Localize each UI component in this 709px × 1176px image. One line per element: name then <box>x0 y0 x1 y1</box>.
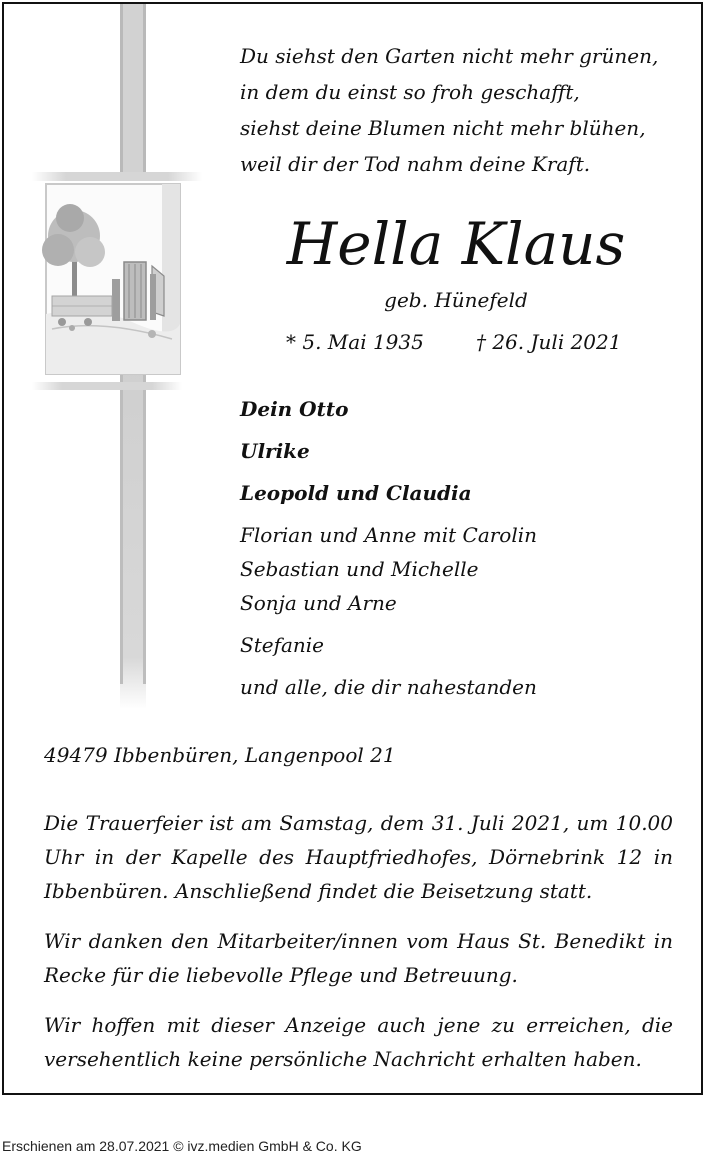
publication-footer: Erschienen am 28.07.2021 © ivz.medien GmbH & Co. KG <box>2 1138 362 1154</box>
poem-line: Du siehst den Garten nicht mehr grünen, <box>240 44 659 68</box>
maiden-name: geb. Hünefeld <box>384 288 528 312</box>
poem-line: siehst deine Blumen nicht mehr blühen, <box>240 116 646 140</box>
mourner: Florian und Anne mit Carolin <box>240 523 538 547</box>
address: 49479 Ibbenbüren, Langenpool 21 <box>44 743 396 767</box>
funeral-info: Die Trauerfeier ist am Samstag, dem 31. Juli 2021, um 10.00 Uhr in der Kapelle des Hauptfriedhofes, Dörnebrink 12 in Ibbenbüren. Anschließend findet die Beisetzung statt. <box>44 811 673 903</box>
garden-gate-illustration <box>32 4 212 709</box>
death-date: † 26. Juli 2021 <box>476 330 622 354</box>
mourner: Sonja und Arne <box>240 591 397 615</box>
memorial-poem <box>240 38 658 182</box>
notice-note: Wir hoffen mit dieser Anzeige auch jene zu erreichen, die versehentlich keine persönliche Nachricht erhalten haben. <box>44 1013 673 1071</box>
mourner-primary: Dein Otto <box>240 397 349 421</box>
deceased-name: Hella Klaus <box>286 210 626 278</box>
thanks-note: Wir danken den Mitarbeiter/innen vom Haus St. Benedikt in Recke für die liebevolle Pflege und Betreuung. <box>44 929 673 987</box>
obituary-frame <box>2 2 703 1095</box>
poem-line: in dem du einst so froh geschafft, <box>240 80 580 104</box>
mourner-primary: Ulrike <box>240 439 310 463</box>
mourner: Stefanie <box>240 633 325 657</box>
poem-line: weil dir der Tod nahm deine Kraft. <box>240 152 591 176</box>
mourners-closing: und alle, die dir nahestanden <box>240 675 537 699</box>
birth-date: * 5. Mai 1935 <box>286 330 424 354</box>
mourner: Sebastian und Michelle <box>240 557 479 581</box>
mourner-primary: Leopold und Claudia <box>240 481 472 505</box>
